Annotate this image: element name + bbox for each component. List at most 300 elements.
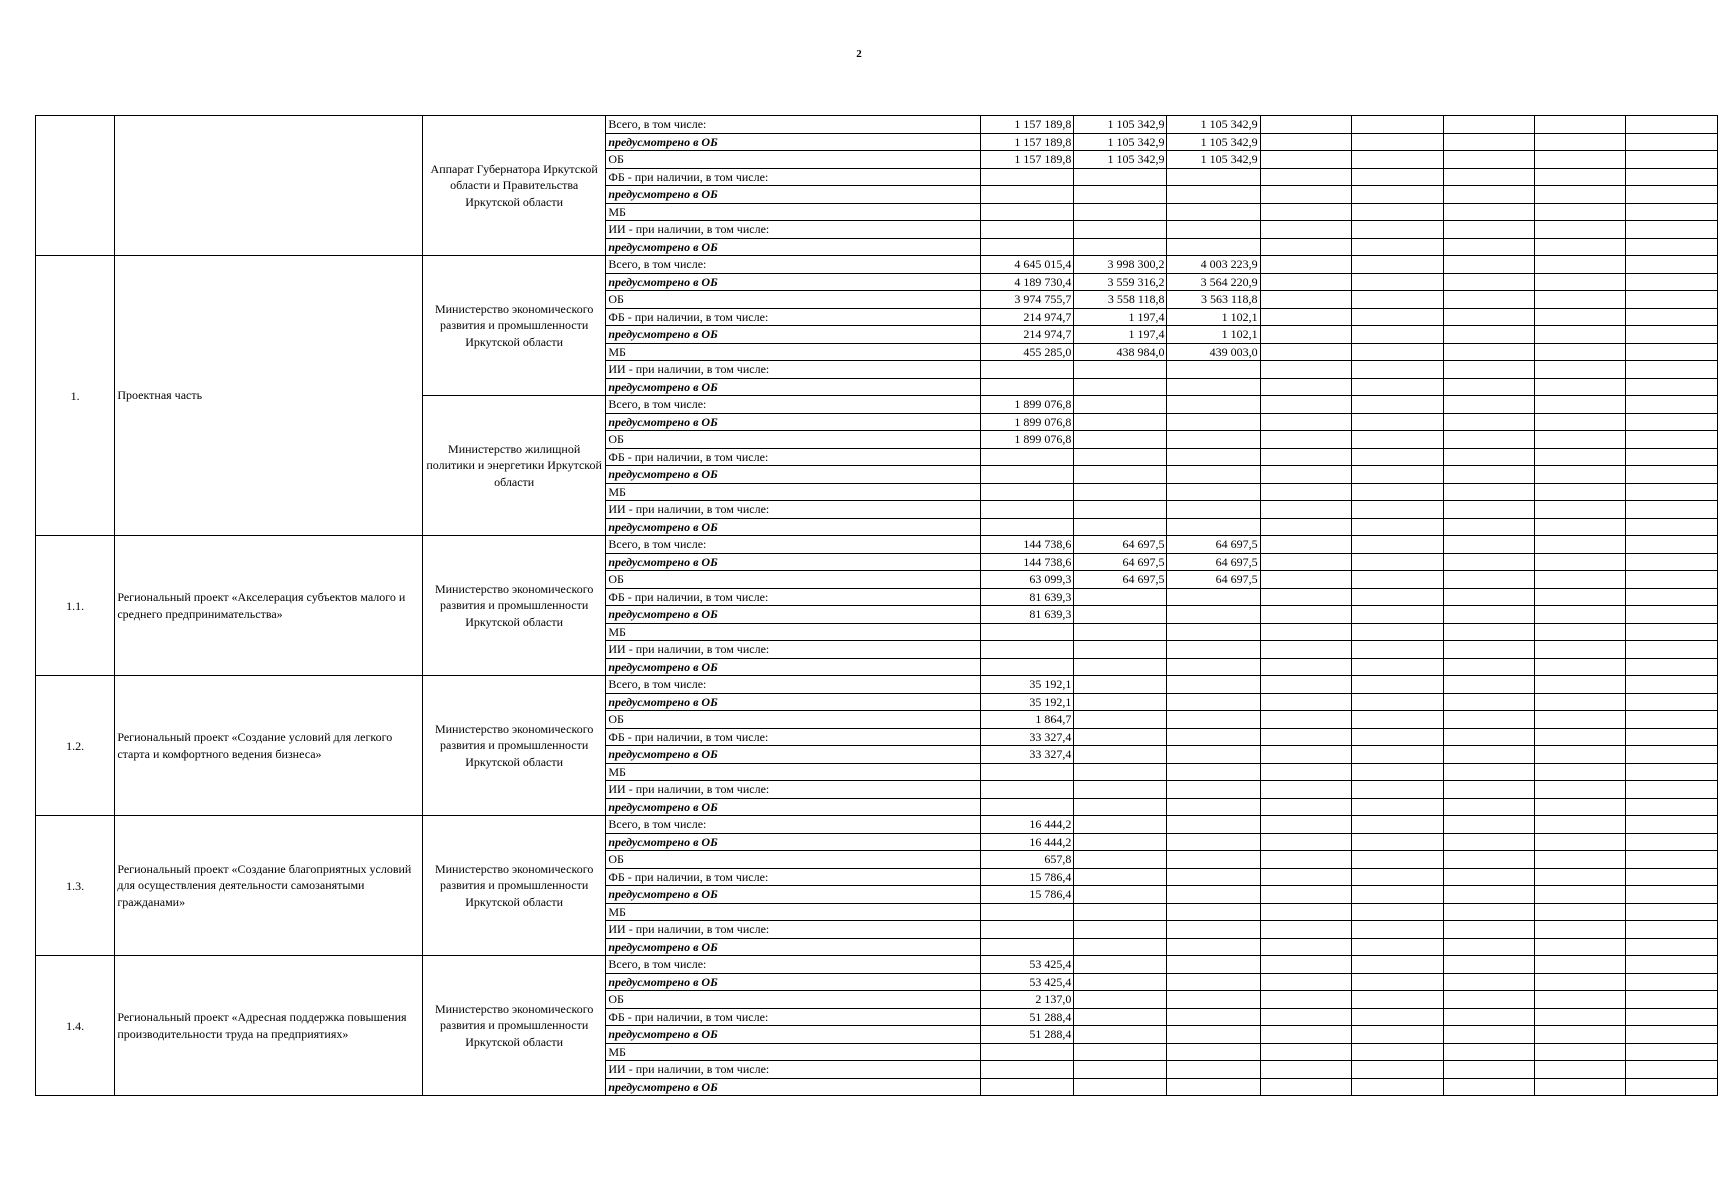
value-cell bbox=[1534, 466, 1625, 484]
value-cell: 1 864,7 bbox=[981, 711, 1074, 729]
value-cell bbox=[1443, 571, 1534, 589]
value-cell bbox=[1352, 903, 1443, 921]
value-cell bbox=[1626, 483, 1718, 501]
value-cell bbox=[1352, 658, 1443, 676]
value-cell bbox=[1443, 361, 1534, 379]
value-cell bbox=[1534, 378, 1625, 396]
value-cell bbox=[1167, 1061, 1260, 1079]
value-cell bbox=[1626, 168, 1718, 186]
value-cell bbox=[1443, 693, 1534, 711]
table-row bbox=[36, 816, 1718, 834]
funding-source-cell: предусмотрено в ОБ bbox=[606, 833, 981, 851]
value-cell: 15 786,4 bbox=[981, 886, 1074, 904]
value-cell bbox=[1534, 203, 1625, 221]
value-cell bbox=[1260, 571, 1351, 589]
funding-source-cell: Всего, в том числе: bbox=[606, 676, 981, 694]
value-cell bbox=[1167, 938, 1260, 956]
value-cell bbox=[1534, 746, 1625, 764]
value-cell bbox=[981, 903, 1074, 921]
value-cell bbox=[1074, 903, 1167, 921]
value-cell: 3 564 220,9 bbox=[1167, 273, 1260, 291]
value-cell bbox=[1167, 431, 1260, 449]
value-cell bbox=[1443, 1008, 1534, 1026]
value-cell bbox=[1074, 203, 1167, 221]
value-cell bbox=[1443, 448, 1534, 466]
value-cell: 4 189 730,4 bbox=[981, 273, 1074, 291]
value-cell bbox=[1534, 973, 1625, 991]
value-cell bbox=[981, 798, 1074, 816]
value-cell bbox=[1074, 798, 1167, 816]
value-cell bbox=[1352, 326, 1443, 344]
value-cell bbox=[1260, 623, 1351, 641]
value-cell bbox=[1534, 921, 1625, 939]
value-cell: 1 105 342,9 bbox=[1074, 151, 1167, 169]
executor-cell: Министерство экономического развития и промышленности Иркутской области bbox=[422, 256, 605, 396]
value-cell bbox=[1352, 116, 1443, 134]
value-cell bbox=[1074, 938, 1167, 956]
value-cell bbox=[1626, 798, 1718, 816]
funding-source-cell: ИИ - при наличии, в том числе: bbox=[606, 221, 981, 239]
value-cell: 1 899 076,8 bbox=[981, 413, 1074, 431]
value-cell bbox=[1167, 991, 1260, 1009]
value-cell bbox=[1260, 256, 1351, 274]
funding-source-cell: ФБ - при наличии, в том числе: bbox=[606, 448, 981, 466]
value-cell: 1 899 076,8 bbox=[981, 431, 1074, 449]
value-cell bbox=[1626, 203, 1718, 221]
value-cell bbox=[1167, 378, 1260, 396]
value-cell bbox=[1534, 448, 1625, 466]
value-cell bbox=[1626, 728, 1718, 746]
value-cell bbox=[1534, 798, 1625, 816]
value-cell bbox=[981, 238, 1074, 256]
value-cell: 16 444,2 bbox=[981, 816, 1074, 834]
value-cell: 53 425,4 bbox=[981, 956, 1074, 974]
table-row bbox=[36, 676, 1718, 694]
funding-source-cell: ОБ bbox=[606, 991, 981, 1009]
value-cell bbox=[1626, 623, 1718, 641]
value-cell bbox=[1260, 833, 1351, 851]
value-cell bbox=[1074, 781, 1167, 799]
value-cell bbox=[1074, 886, 1167, 904]
value-cell bbox=[1626, 956, 1718, 974]
value-cell bbox=[1626, 571, 1718, 589]
value-cell bbox=[1352, 256, 1443, 274]
section-name-cell: Региональный проект «Акселерация субъектов малого и среднего предпринимательства» bbox=[115, 536, 423, 676]
funding-source-cell: предусмотрено в ОБ bbox=[606, 273, 981, 291]
value-cell bbox=[1626, 448, 1718, 466]
executor-cell: Министерство экономического развития и промышленности Иркутской области bbox=[422, 676, 605, 816]
funding-source-cell: Всего, в том числе: bbox=[606, 816, 981, 834]
value-cell bbox=[1534, 623, 1625, 641]
value-cell bbox=[1534, 903, 1625, 921]
value-cell bbox=[1352, 361, 1443, 379]
value-cell bbox=[981, 1043, 1074, 1061]
value-cell bbox=[1352, 186, 1443, 204]
value-cell: 81 639,3 bbox=[981, 606, 1074, 624]
value-cell bbox=[1167, 973, 1260, 991]
value-cell bbox=[1626, 466, 1718, 484]
funding-source-cell: ИИ - при наличии, в том числе: bbox=[606, 501, 981, 519]
value-cell bbox=[1443, 991, 1534, 1009]
value-cell bbox=[1260, 1008, 1351, 1026]
value-cell bbox=[1260, 711, 1351, 729]
value-cell bbox=[1626, 693, 1718, 711]
value-cell bbox=[1352, 238, 1443, 256]
value-cell bbox=[1626, 326, 1718, 344]
value-cell bbox=[1260, 186, 1351, 204]
funding-source-cell: ФБ - при наличии, в том числе: bbox=[606, 308, 981, 326]
value-cell bbox=[1074, 466, 1167, 484]
section-number-cell: 1. bbox=[36, 256, 115, 536]
value-cell bbox=[1534, 588, 1625, 606]
value-cell bbox=[1167, 641, 1260, 659]
value-cell: 64 697,5 bbox=[1167, 553, 1260, 571]
funding-source-cell: ОБ bbox=[606, 851, 981, 869]
value-cell: 1 197,4 bbox=[1074, 326, 1167, 344]
value-cell bbox=[1626, 903, 1718, 921]
value-cell bbox=[1534, 606, 1625, 624]
executor-cell: Министерство экономического развития и промышленности Иркутской области bbox=[422, 536, 605, 676]
executor-cell: Министерство экономического развития и промышленности Иркутской области bbox=[422, 816, 605, 956]
value-cell bbox=[1443, 238, 1534, 256]
funding-source-cell: ИИ - при наличии, в том числе: bbox=[606, 641, 981, 659]
value-cell bbox=[1260, 851, 1351, 869]
value-cell bbox=[1260, 396, 1351, 414]
value-cell bbox=[1443, 816, 1534, 834]
financing-table bbox=[35, 115, 1718, 1096]
value-cell bbox=[1260, 728, 1351, 746]
value-cell bbox=[1626, 1043, 1718, 1061]
value-cell bbox=[1260, 273, 1351, 291]
value-cell bbox=[1443, 483, 1534, 501]
value-cell bbox=[1443, 168, 1534, 186]
value-cell bbox=[1352, 606, 1443, 624]
value-cell bbox=[1626, 133, 1718, 151]
value-cell: 3 998 300,2 bbox=[1074, 256, 1167, 274]
value-cell bbox=[1074, 378, 1167, 396]
value-cell bbox=[1167, 798, 1260, 816]
value-cell bbox=[1260, 466, 1351, 484]
value-cell bbox=[1074, 1026, 1167, 1044]
table-row bbox=[36, 536, 1718, 554]
value-cell bbox=[1260, 483, 1351, 501]
value-cell: 35 192,1 bbox=[981, 693, 1074, 711]
funding-source-cell: ИИ - при наличии, в том числе: bbox=[606, 361, 981, 379]
value-cell bbox=[1443, 868, 1534, 886]
value-cell bbox=[1074, 851, 1167, 869]
section-number-cell: 1.2. bbox=[36, 676, 115, 816]
value-cell bbox=[1167, 361, 1260, 379]
value-cell bbox=[1074, 1008, 1167, 1026]
value-cell bbox=[1352, 1008, 1443, 1026]
value-cell bbox=[1167, 658, 1260, 676]
value-cell bbox=[1074, 1061, 1167, 1079]
value-cell bbox=[1260, 781, 1351, 799]
value-cell bbox=[981, 168, 1074, 186]
value-cell bbox=[981, 361, 1074, 379]
value-cell bbox=[1074, 658, 1167, 676]
value-cell bbox=[1626, 238, 1718, 256]
funding-source-cell: предусмотрено в ОБ bbox=[606, 746, 981, 764]
value-cell bbox=[1626, 378, 1718, 396]
value-cell bbox=[1352, 588, 1443, 606]
value-cell bbox=[1626, 308, 1718, 326]
page-number: 2 bbox=[856, 48, 862, 60]
value-cell bbox=[1074, 606, 1167, 624]
value-cell: 64 697,5 bbox=[1074, 553, 1167, 571]
value-cell bbox=[1074, 221, 1167, 239]
value-cell bbox=[1352, 396, 1443, 414]
value-cell bbox=[1443, 291, 1534, 309]
value-cell bbox=[1074, 693, 1167, 711]
value-cell bbox=[1534, 1008, 1625, 1026]
value-cell bbox=[1626, 431, 1718, 449]
value-cell bbox=[1443, 851, 1534, 869]
value-cell bbox=[1443, 711, 1534, 729]
funding-source-cell: предусмотрено в ОБ bbox=[606, 938, 981, 956]
value-cell: 1 105 342,9 bbox=[1074, 133, 1167, 151]
value-cell bbox=[1260, 151, 1351, 169]
value-cell bbox=[1074, 623, 1167, 641]
value-cell bbox=[1534, 571, 1625, 589]
value-cell bbox=[1626, 781, 1718, 799]
funding-source-cell: предусмотрено в ОБ bbox=[606, 466, 981, 484]
value-cell bbox=[1626, 256, 1718, 274]
value-cell bbox=[1352, 1026, 1443, 1044]
value-cell bbox=[1352, 956, 1443, 974]
value-cell bbox=[1260, 956, 1351, 974]
value-cell bbox=[1534, 938, 1625, 956]
value-cell bbox=[1626, 763, 1718, 781]
value-cell bbox=[1626, 396, 1718, 414]
value-cell bbox=[1534, 238, 1625, 256]
value-cell bbox=[1626, 588, 1718, 606]
section-name-cell: Региональный проект «Создание условий для легкого старта и комфортного ведения бизнеса» bbox=[115, 676, 423, 816]
value-cell bbox=[1352, 203, 1443, 221]
value-cell bbox=[1352, 746, 1443, 764]
value-cell bbox=[1443, 1026, 1534, 1044]
value-cell bbox=[1260, 763, 1351, 781]
value-cell bbox=[1626, 746, 1718, 764]
value-cell bbox=[1352, 273, 1443, 291]
value-cell: 4 003 223,9 bbox=[1167, 256, 1260, 274]
value-cell bbox=[1443, 1043, 1534, 1061]
value-cell bbox=[1074, 973, 1167, 991]
funding-source-cell: ИИ - при наличии, в том числе: bbox=[606, 921, 981, 939]
value-cell: 144 738,6 bbox=[981, 536, 1074, 554]
value-cell bbox=[1534, 781, 1625, 799]
value-cell bbox=[1260, 553, 1351, 571]
value-cell bbox=[1167, 1008, 1260, 1026]
value-cell bbox=[1074, 833, 1167, 851]
value-cell bbox=[1167, 851, 1260, 869]
value-cell bbox=[1260, 501, 1351, 519]
value-cell: 214 974,7 bbox=[981, 308, 1074, 326]
value-cell: 64 697,5 bbox=[1167, 571, 1260, 589]
funding-source-cell: МБ bbox=[606, 1043, 981, 1061]
table-row bbox=[36, 116, 1718, 134]
value-cell: 1 157 189,8 bbox=[981, 151, 1074, 169]
funding-source-cell: ОБ bbox=[606, 571, 981, 589]
value-cell bbox=[1074, 746, 1167, 764]
value-cell bbox=[1074, 238, 1167, 256]
value-cell: 1 105 342,9 bbox=[1167, 116, 1260, 134]
value-cell bbox=[1260, 431, 1351, 449]
value-cell bbox=[1443, 536, 1534, 554]
value-cell bbox=[1626, 833, 1718, 851]
section-name-cell: Региональный проект «Адресная поддержка повышения производительности труда на предприятиях» bbox=[115, 956, 423, 1096]
value-cell bbox=[1074, 1043, 1167, 1061]
value-cell bbox=[1626, 536, 1718, 554]
value-cell bbox=[1626, 991, 1718, 1009]
value-cell bbox=[1074, 676, 1167, 694]
value-cell: 51 288,4 bbox=[981, 1008, 1074, 1026]
value-cell bbox=[1167, 833, 1260, 851]
value-cell bbox=[1167, 1043, 1260, 1061]
value-cell bbox=[1074, 396, 1167, 414]
value-cell bbox=[1260, 291, 1351, 309]
value-cell bbox=[1260, 1061, 1351, 1079]
funding-source-cell: МБ bbox=[606, 623, 981, 641]
value-cell bbox=[1167, 203, 1260, 221]
value-cell bbox=[1167, 396, 1260, 414]
executor-cell: Министерство экономического развития и промышленности Иркутской области bbox=[422, 956, 605, 1096]
value-cell bbox=[1167, 728, 1260, 746]
value-cell bbox=[1534, 186, 1625, 204]
value-cell bbox=[1443, 343, 1534, 361]
value-cell bbox=[1352, 431, 1443, 449]
value-cell bbox=[981, 1061, 1074, 1079]
value-cell bbox=[1167, 623, 1260, 641]
value-cell bbox=[1534, 676, 1625, 694]
value-cell bbox=[1260, 378, 1351, 396]
value-cell bbox=[1167, 413, 1260, 431]
value-cell bbox=[1352, 763, 1443, 781]
value-cell bbox=[1534, 851, 1625, 869]
value-cell bbox=[1352, 536, 1443, 554]
value-cell bbox=[1443, 378, 1534, 396]
value-cell bbox=[1352, 1043, 1443, 1061]
value-cell bbox=[981, 501, 1074, 519]
value-cell bbox=[1074, 413, 1167, 431]
value-cell bbox=[1443, 256, 1534, 274]
value-cell: 1 197,4 bbox=[1074, 308, 1167, 326]
value-cell bbox=[1167, 886, 1260, 904]
value-cell bbox=[1534, 536, 1625, 554]
value-cell bbox=[1626, 343, 1718, 361]
value-cell bbox=[1352, 641, 1443, 659]
value-cell bbox=[1534, 168, 1625, 186]
funding-source-cell: предусмотрено в ОБ bbox=[606, 378, 981, 396]
section-number-cell bbox=[36, 116, 115, 256]
value-cell bbox=[1626, 501, 1718, 519]
value-cell bbox=[1443, 466, 1534, 484]
value-cell bbox=[981, 186, 1074, 204]
value-cell bbox=[1534, 116, 1625, 134]
value-cell bbox=[1167, 763, 1260, 781]
value-cell bbox=[1626, 641, 1718, 659]
funding-source-cell: предусмотрено в ОБ bbox=[606, 518, 981, 536]
section-name-cell: Региональный проект «Создание благоприятных условий для осуществления деятельности самозанятыми гражданами» bbox=[115, 816, 423, 956]
value-cell bbox=[1534, 1026, 1625, 1044]
value-cell bbox=[1074, 991, 1167, 1009]
value-cell bbox=[981, 483, 1074, 501]
value-cell bbox=[1443, 116, 1534, 134]
value-cell bbox=[1074, 956, 1167, 974]
value-cell bbox=[1534, 1043, 1625, 1061]
value-cell bbox=[1626, 361, 1718, 379]
funding-source-cell: предусмотрено в ОБ bbox=[606, 886, 981, 904]
value-cell bbox=[1626, 851, 1718, 869]
value-cell bbox=[1074, 168, 1167, 186]
value-cell: 1 105 342,9 bbox=[1074, 116, 1167, 134]
value-cell bbox=[1534, 326, 1625, 344]
value-cell bbox=[1167, 921, 1260, 939]
value-cell bbox=[981, 623, 1074, 641]
value-cell bbox=[1534, 956, 1625, 974]
value-cell: 15 786,4 bbox=[981, 868, 1074, 886]
value-cell bbox=[1443, 973, 1534, 991]
value-cell bbox=[1352, 676, 1443, 694]
value-cell bbox=[1443, 921, 1534, 939]
value-cell bbox=[1443, 588, 1534, 606]
value-cell bbox=[1443, 396, 1534, 414]
value-cell bbox=[1260, 326, 1351, 344]
value-cell bbox=[1443, 658, 1534, 676]
funding-source-cell: предусмотрено в ОБ bbox=[606, 413, 981, 431]
value-cell bbox=[1534, 728, 1625, 746]
value-cell bbox=[1534, 256, 1625, 274]
value-cell bbox=[981, 221, 1074, 239]
value-cell bbox=[981, 448, 1074, 466]
value-cell bbox=[1167, 483, 1260, 501]
funding-source-cell: ФБ - при наличии, в том числе: bbox=[606, 728, 981, 746]
value-cell bbox=[1074, 518, 1167, 536]
value-cell: 33 327,4 bbox=[981, 746, 1074, 764]
funding-source-cell: предусмотрено в ОБ bbox=[606, 1026, 981, 1044]
funding-source-cell: МБ bbox=[606, 763, 981, 781]
value-cell bbox=[1534, 641, 1625, 659]
value-cell bbox=[1626, 186, 1718, 204]
value-cell bbox=[981, 518, 1074, 536]
value-cell bbox=[1443, 746, 1534, 764]
value-cell: 438 984,0 bbox=[1074, 343, 1167, 361]
value-cell bbox=[1167, 588, 1260, 606]
value-cell bbox=[1260, 991, 1351, 1009]
value-cell: 1 105 342,9 bbox=[1167, 151, 1260, 169]
value-cell bbox=[1534, 711, 1625, 729]
value-cell bbox=[1352, 833, 1443, 851]
value-cell bbox=[1443, 1078, 1534, 1096]
value-cell bbox=[1443, 886, 1534, 904]
value-cell bbox=[1352, 991, 1443, 1009]
value-cell bbox=[1626, 1078, 1718, 1096]
value-cell bbox=[1534, 413, 1625, 431]
value-cell bbox=[1443, 781, 1534, 799]
value-cell bbox=[1534, 693, 1625, 711]
value-cell bbox=[1443, 133, 1534, 151]
funding-source-cell: Всего, в том числе: bbox=[606, 116, 981, 134]
value-cell bbox=[1167, 448, 1260, 466]
value-cell bbox=[1260, 588, 1351, 606]
value-cell bbox=[1352, 868, 1443, 886]
value-cell bbox=[1534, 291, 1625, 309]
value-cell bbox=[1167, 186, 1260, 204]
value-cell bbox=[1260, 816, 1351, 834]
value-cell bbox=[1534, 431, 1625, 449]
value-cell bbox=[1626, 973, 1718, 991]
value-cell bbox=[1260, 361, 1351, 379]
